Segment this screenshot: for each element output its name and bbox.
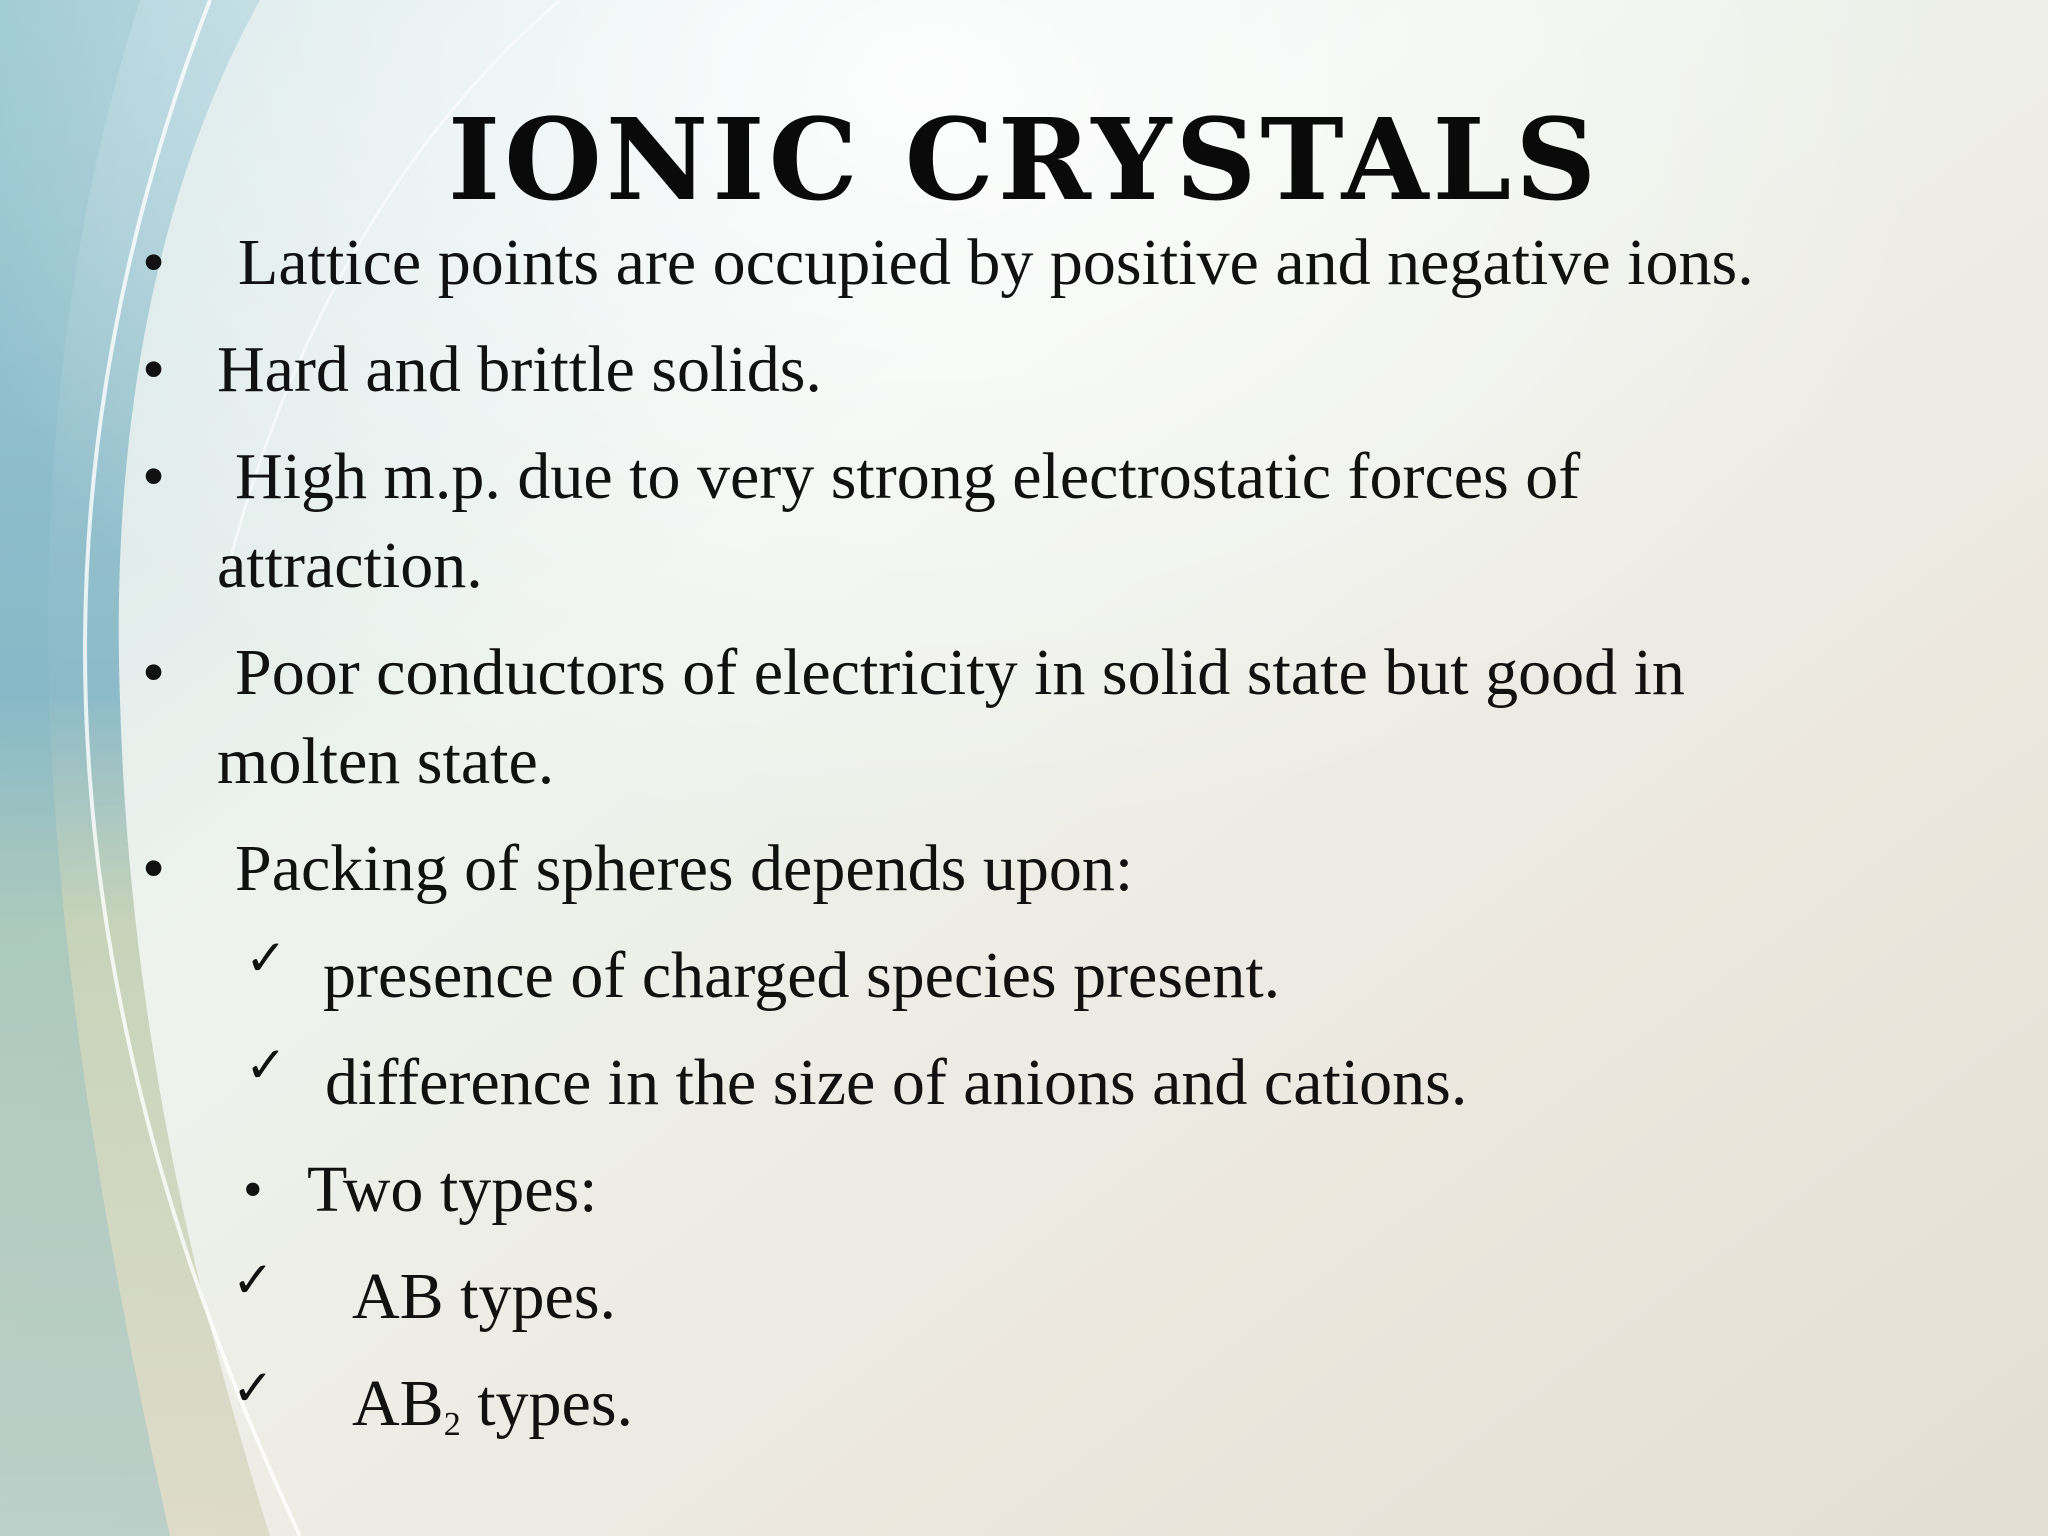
check-icon: ✓ xyxy=(245,1036,287,1094)
type-ab: AB types. xyxy=(352,1260,616,1333)
bullet-poor-conductors-line2: molten state. xyxy=(217,725,555,798)
bullet-high-mp-line1: High m.p. due to very strong electrostatic forces of xyxy=(235,440,1581,513)
bullet-marker: • xyxy=(142,226,166,299)
check-icon: ✓ xyxy=(232,1251,274,1309)
bullet-poor-conductors-line1: Poor conductors of electricity in solid state but good in xyxy=(235,636,1685,709)
packing-factor-size-difference: difference in the size of anions and cations. xyxy=(325,1046,1468,1119)
type-ab2-subscript: 2 xyxy=(443,1406,461,1443)
bullet-hard-brittle: Hard and brittle solids. xyxy=(217,333,822,406)
bullet-high-mp-line2: attraction. xyxy=(217,529,483,602)
bullet-marker: • xyxy=(142,832,166,905)
packing-factor-charged-species: presence of charged species present. xyxy=(323,939,1281,1012)
slide-title: IONIC CRYSTALS xyxy=(447,95,1601,226)
bullet-marker: • xyxy=(142,333,166,406)
bullet-packing-spheres: Packing of spheres depends upon: xyxy=(235,832,1134,905)
check-icon: ✓ xyxy=(245,929,287,987)
types-heading: Two types: xyxy=(307,1153,598,1226)
sub-bullet-marker: • xyxy=(243,1159,263,1221)
bullet-lattice-points: Lattice points are occupied by positive and negative ions. xyxy=(238,226,1754,299)
check-icon: ✓ xyxy=(232,1359,274,1417)
type-ab2 xyxy=(352,1364,633,1465)
type-ab2-suffix: types. xyxy=(460,1367,634,1440)
bullet-marker: • xyxy=(142,440,166,513)
bullet-marker: • xyxy=(142,636,166,709)
type-ab2-prefix: AB xyxy=(352,1367,444,1440)
